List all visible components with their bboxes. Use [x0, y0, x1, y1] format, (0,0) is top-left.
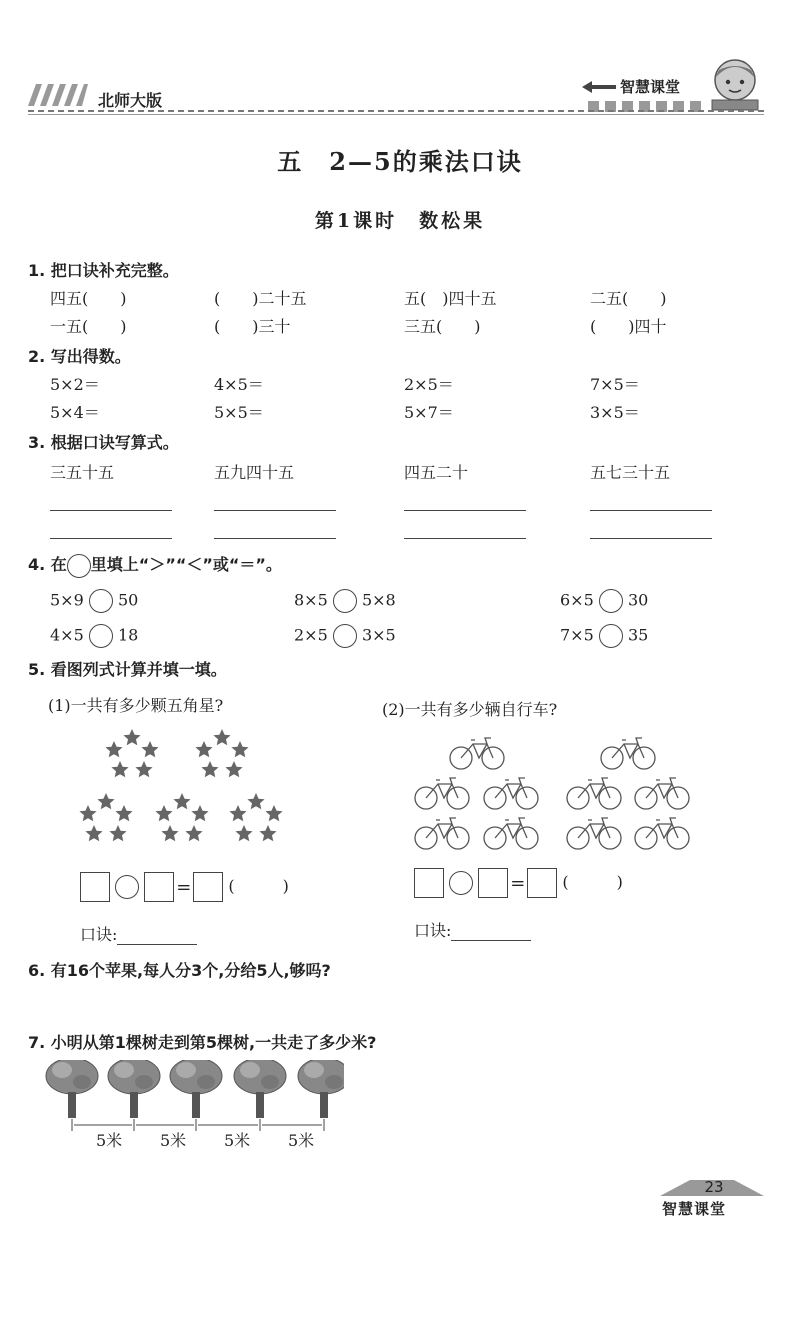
compare-circle[interactable] [599, 624, 623, 648]
q4-right: 30 [627, 590, 649, 610]
q4-item [50, 589, 138, 613]
q5-sub2: (2)一共有多少辆自行车? [382, 700, 558, 719]
answer-box[interactable] [414, 868, 444, 898]
edition-label: 北师大版 [98, 91, 163, 110]
q4-title-prefix: 4. 在 [28, 555, 67, 574]
distance-label: 5米 [160, 1131, 187, 1150]
q4-title [28, 552, 282, 578]
q4-item [560, 589, 648, 613]
q1-item: 二五( ) [590, 289, 667, 308]
q4-left: 2×5 [294, 625, 328, 645]
stars-picture [70, 722, 300, 862]
q2-item: 5×5＝ [214, 403, 264, 422]
answer-line[interactable] [404, 538, 526, 539]
header-divider [28, 110, 764, 112]
answer-box[interactable] [144, 872, 174, 902]
q1-title: 1. 把口诀补充完整。 [28, 261, 179, 280]
bike-group-right [567, 738, 689, 849]
tree-icon [108, 1060, 160, 1118]
compare-circle[interactable] [89, 589, 113, 613]
koujue-line[interactable] [117, 926, 197, 945]
star-group-5 [229, 793, 282, 841]
operator-circle[interactable] [449, 871, 473, 895]
answer-box[interactable] [527, 868, 557, 898]
compare-circle[interactable] [89, 624, 113, 648]
q2-title: 2. 写出得数。 [28, 347, 131, 366]
q1-item: 四五( ) [50, 289, 127, 308]
koujue-line[interactable] [451, 922, 531, 941]
q7-title: 7. 小明从第1棵树走到第5棵树,一共走了多少米? [28, 1033, 377, 1052]
answer-line[interactable] [50, 510, 172, 511]
lesson-title: 第1课时 数松果 [314, 210, 486, 232]
q1-item: ( )四十 [590, 317, 667, 336]
star-group-3 [79, 793, 132, 841]
q3-title: 3. 根据口诀写算式。 [28, 433, 179, 452]
answer-box[interactable] [193, 872, 223, 902]
q4-right: 3×5 [361, 625, 396, 645]
answer-line[interactable] [214, 510, 336, 511]
answer-line[interactable] [590, 510, 712, 511]
q2-item: 2×5＝ [404, 375, 454, 394]
q5-equation-1 [80, 872, 289, 902]
q4-right: 5×8 [361, 590, 396, 610]
operator-circle[interactable] [115, 875, 139, 899]
compare-circle[interactable] [333, 589, 357, 613]
equals-sign: = [176, 876, 192, 898]
q6-title: 6. 有16个苹果,每人分3个,分给5人,够吗? [28, 961, 331, 980]
star-group-4 [155, 793, 208, 841]
q2-item: 5×7＝ [404, 403, 454, 422]
answer-line[interactable] [590, 538, 712, 539]
page-number: 23 [704, 1178, 724, 1196]
q2-item: 5×2＝ [50, 375, 100, 394]
koujue-label: 口诀: [414, 921, 452, 940]
q4-left: 6×5 [560, 590, 594, 610]
q1-item: ( )二十五 [214, 289, 307, 308]
tree-icon [170, 1060, 222, 1118]
q4-left: 4×5 [50, 625, 84, 645]
footer-brand: 智慧课堂 [662, 1200, 727, 1218]
distance-label: 5米 [224, 1131, 251, 1150]
q4-right: 18 [117, 625, 139, 645]
answer-box[interactable] [80, 872, 110, 902]
q4-item [560, 624, 648, 648]
q4-right: 35 [627, 625, 649, 645]
q4-item [294, 589, 396, 613]
q2-item: 7×5＝ [590, 375, 640, 394]
tree-icon [298, 1060, 344, 1118]
circle-icon [67, 554, 91, 578]
q4-title-suffix: 里填上“＞”“＜”或“＝”。 [90, 555, 282, 574]
answer-line[interactable] [404, 510, 526, 511]
answer-line[interactable] [50, 538, 172, 539]
unit-title: 五 2—5的乘法口诀 [277, 147, 523, 176]
compare-circle[interactable] [599, 589, 623, 613]
q5-sub1: (1)一共有多少颗五角星? [48, 696, 224, 715]
answer-box[interactable] [478, 868, 508, 898]
q5-equation-2 [414, 868, 623, 898]
distance-label: 5米 [96, 1131, 123, 1150]
tree-icon [234, 1060, 286, 1118]
q4-left: 8×5 [294, 590, 328, 610]
bike-group-left [415, 738, 538, 849]
koujue-label: 口诀: [80, 925, 118, 944]
star-group-1 [105, 729, 158, 777]
q5-title: 5. 看图列式计算并填一填。 [28, 660, 227, 679]
header-stripes-icon [28, 84, 88, 106]
q1-item: 五( )四十五 [404, 289, 497, 308]
q5-koujue-1 [80, 922, 197, 945]
compare-circle[interactable] [333, 624, 357, 648]
header-divider-thin [28, 114, 764, 115]
equals-sign: = [510, 872, 526, 894]
q3-item: 五七三十五 [590, 463, 671, 482]
distance-label: 5米 [288, 1131, 315, 1150]
unit-paren[interactable]: ( ) [562, 872, 623, 892]
q5-koujue-2 [414, 918, 531, 941]
q4-left: 5×9 [50, 590, 84, 610]
tree-icon [46, 1060, 98, 1118]
q1-item: ( )三十 [214, 317, 291, 336]
arrow-left-icon [582, 80, 618, 94]
q2-item: 4×5＝ [214, 375, 264, 394]
star-group-2 [195, 729, 248, 777]
q4-item [50, 624, 138, 648]
q3-item: 三五十五 [50, 463, 115, 482]
unit-paren[interactable]: ( ) [228, 876, 289, 896]
q4-item [294, 624, 396, 648]
q2-item: 5×4＝ [50, 403, 100, 422]
q2-item: 3×5＝ [590, 403, 640, 422]
q4-right: 50 [117, 590, 139, 610]
q4-left: 7×5 [560, 625, 594, 645]
brand-label: 智慧课堂 [620, 78, 681, 96]
q1-item: 一五( ) [50, 317, 127, 336]
q3-item: 四五二十 [404, 463, 469, 482]
girl-mascot-icon [706, 56, 764, 112]
bicycles-picture [408, 730, 698, 860]
q3-item: 五九四十五 [214, 463, 295, 482]
answer-line[interactable] [214, 538, 336, 539]
q1-item: 三五( ) [404, 317, 481, 336]
